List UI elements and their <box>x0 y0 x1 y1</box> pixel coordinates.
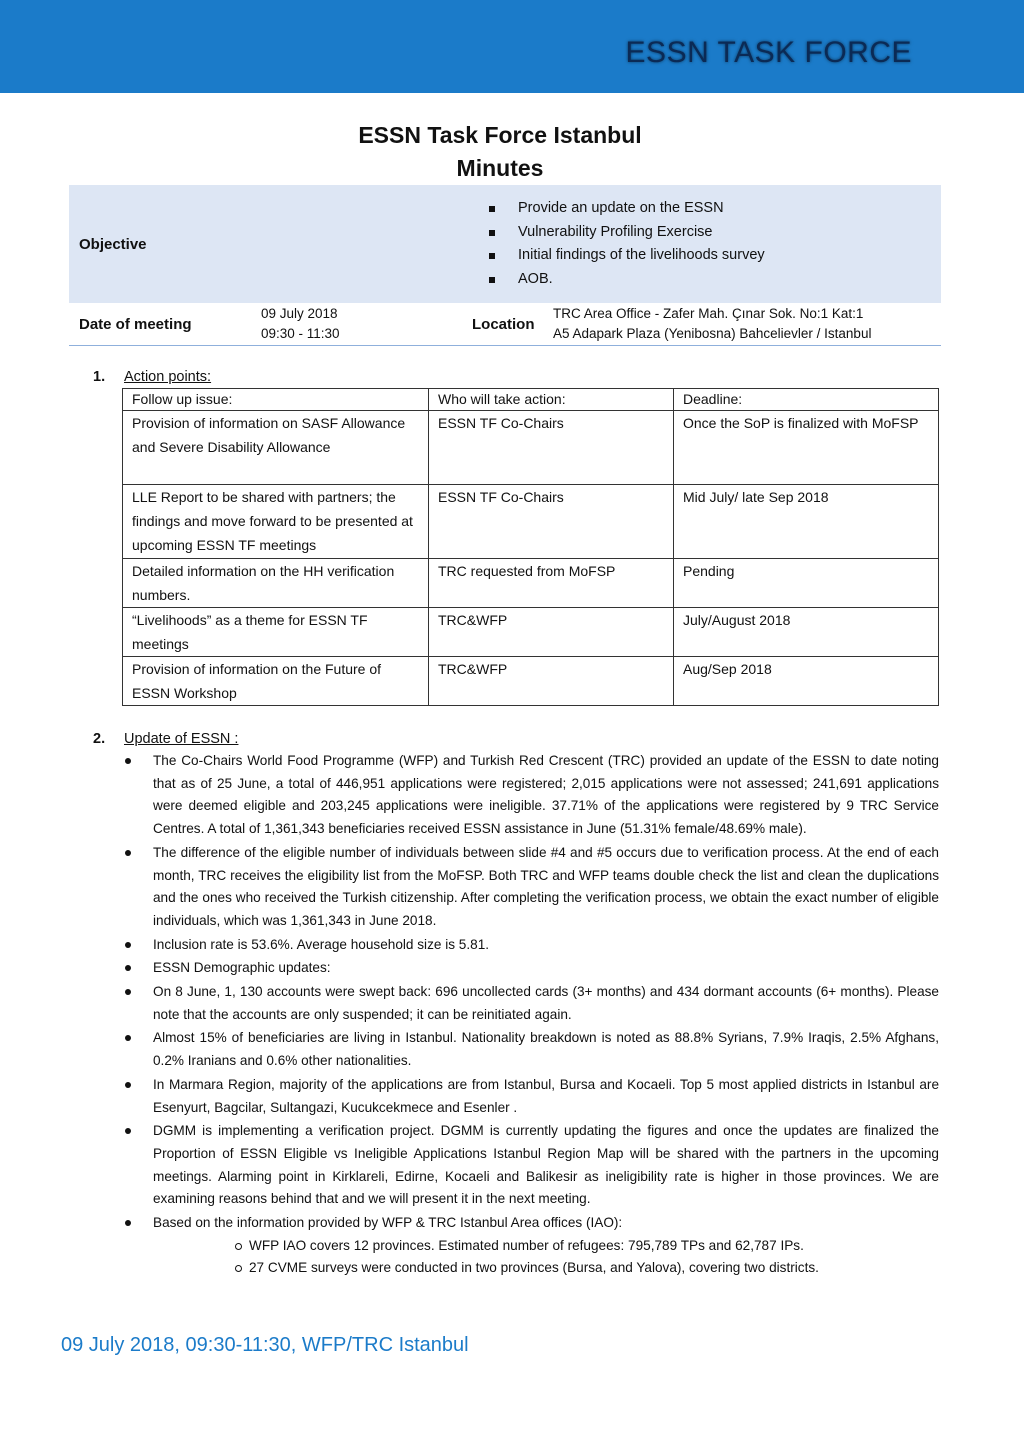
column-header: Follow up issue: <box>123 389 429 411</box>
section-heading: Action points: <box>124 369 212 385</box>
objective-row <box>69 185 941 303</box>
table-cell: TRC&WFP <box>429 608 674 657</box>
sub-bullet-list <box>153 1235 939 1280</box>
bullet-item: In Marmara Region, majority of the applications are from Istanbul, Bursa and Kocaeli. Top 5 most applied districts in Istanbul are Esenyurt, Bagcilar, Sultangazi, Kucukcekmece and Esenler . <box>153 1074 939 1119</box>
footer-text: 09 July 2018, 09:30-11:30, WFP/TRC Istanbul <box>61 1334 469 1356</box>
bullet-item: On 8 June, 1, 130 accounts were swept back: 696 uncollected cards (3+ months) and 434 dormant accounts (6+ months). Please note that the accounts are only suspended; it can be reinitiated again. <box>153 981 939 1026</box>
table-cell: “Livelihoods” as a theme for ESSN TF meetings <box>123 608 429 657</box>
table-cell: LLE Report to be shared with partners; the findings and move forward to be presented at upcoming ESSN TF meetings <box>123 485 429 559</box>
table-cell: ESSN TF Co-Chairs <box>429 411 674 485</box>
action-points-table <box>122 388 939 706</box>
meeting-info-table <box>69 185 941 346</box>
table-row <box>123 411 939 485</box>
table-cell: Pending <box>674 559 939 608</box>
table-cell: Provision of information on SASF Allowance and Severe Disability Allowance <box>123 411 429 485</box>
bullet-item: Almost 15% of beneficiaries are living in Istanbul. Nationality breakdown is noted as 88.8% Syrians, 7.9% Iraqis, 2.5% Afghans, 0.2% Iranians and 0.6% other nationalities. <box>153 1027 939 1072</box>
bullet-item <box>153 1212 939 1280</box>
objective-item: Vulnerability Profiling Exercise <box>518 221 940 245</box>
objective-item: AOB. <box>518 268 940 292</box>
section-number: 1. <box>93 369 106 385</box>
location-value <box>545 303 941 346</box>
document-title: ESSN Task Force Istanbul <box>358 122 642 148</box>
location-line: A5 Adapark Plaza (Yenibosna) Bahcelievler / Istanbul <box>553 326 872 341</box>
objective-item: Provide an update on the ESSN <box>518 197 940 221</box>
column-header: Who will take action: <box>429 389 674 411</box>
bullet-item: The Co-Chairs World Food Programme (WFP) and Turkish Red Crescent (TRC) provided an update of the ESSN to date noting that as of 25 June, a total of 446,951 applications were registered; 2,015 applications were not assessed; 241,691 applications were deemed eligible and 203,245 applications were ineligible. 37.71% of the applications were registered by 9 TRC Service Centres. A total of 1,361,343 beneficiaries received ESSN assistance in June (51.31% female/48.69% male). <box>153 750 939 841</box>
table-cell: Once the SoP is finalized with MoFSP <box>674 411 939 485</box>
table-cell: Provision of information on the Future of ESSN Workshop <box>123 657 429 706</box>
table-row <box>123 657 939 706</box>
table-row <box>123 485 939 559</box>
sub-bullet-item: 27 CVME surveys were conducted in two provinces (Bursa, and Yalova), covering two districts. <box>249 1257 939 1280</box>
update-bullet-list <box>153 750 939 1281</box>
banner-title: ESSN TASK FORCE <box>625 36 912 69</box>
sub-bullet-item: WFP IAO covers 12 provinces. Estimated number of refugees: 795,789 TPs and 62,787 IPs. <box>249 1235 939 1258</box>
header-banner <box>0 0 1024 93</box>
table-cell: TRC&WFP <box>429 657 674 706</box>
table-cell: ESSN TF Co-Chairs <box>429 485 674 559</box>
table-cell: TRC requested from MoFSP <box>429 559 674 608</box>
location-label: Location <box>472 303 545 346</box>
bullet-item: Inclusion rate is 53.6%. Average household size is 5.81. <box>153 934 939 957</box>
table-cell: Detailed information on the HH verification numbers. <box>123 559 429 608</box>
location-line: TRC Area Office - Zafer Mah. Çınar Sok. No:1 Kat:1 <box>553 306 864 321</box>
meeting-date: 09 July 2018 <box>261 306 338 321</box>
date-label: Date of meeting <box>69 303 260 346</box>
bullet-item: DGMM is implementing a verification project. DGMM is currently updating the figures and once the updates are finalized the Proportion of ESSN Eligible vs Ineligible Applications Istanbul Region Map will be shared with the partners in the upcoming meetings. Alarming point in Kirklareli, Edirne, Kocaeli and Balikesir as ineligibility rate is higher in those provinces. We are examining reasons behind that and we will present it in the next meeting. <box>153 1120 939 1211</box>
bullet-item: The difference of the eligible number of individuals between slide #4 and #5 occurs due to verification process. At the end of each month, TRC receives the eligibility list from the MoFSP. Both TRC and WFP teams double check the list and clean the duplications and the ones who received the Turkish citizenship. After completing the verification process, we obtain the exact number of eligible individuals, which was 1,361,343 in June 2018. <box>153 842 939 933</box>
section-heading: Update of ESSN : <box>124 731 239 747</box>
table-cell: July/August 2018 <box>674 608 939 657</box>
objective-cell <box>260 185 941 303</box>
table-row <box>123 608 939 657</box>
document-subtitle: Minutes <box>456 155 544 181</box>
table-cell: Aug/Sep 2018 <box>674 657 939 706</box>
section-number: 2. <box>93 731 106 747</box>
bullet-text: Based on the information provided by WFP & TRC Istanbul Area offices (IAO): <box>153 1215 623 1231</box>
bullet-item: ESSN Demographic updates: <box>153 957 939 980</box>
table-header-row <box>123 389 939 411</box>
objective-label: Objective <box>69 185 260 303</box>
table-row <box>123 559 939 608</box>
meeting-time: 09:30 - 11:30 <box>261 326 340 341</box>
date-value <box>260 303 472 346</box>
column-header: Deadline: <box>674 389 939 411</box>
objective-list <box>261 197 940 291</box>
date-row <box>69 303 941 346</box>
objective-item: Initial findings of the livelihoods survey <box>518 244 940 268</box>
table-cell: Mid July/ late Sep 2018 <box>674 485 939 559</box>
